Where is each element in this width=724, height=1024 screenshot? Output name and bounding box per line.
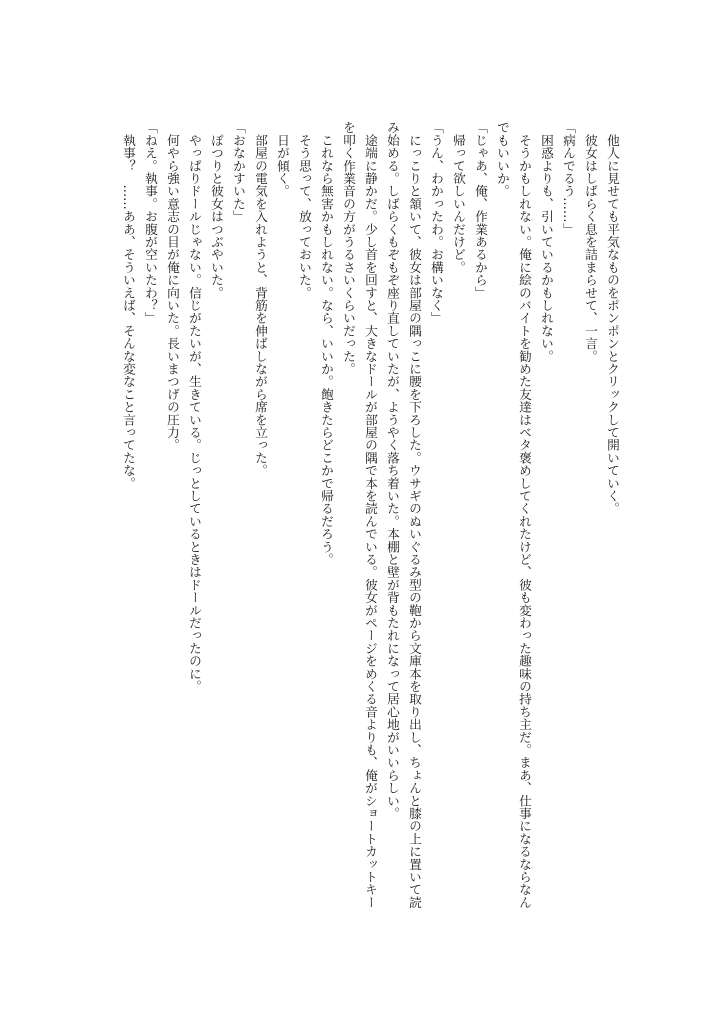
text-line: にっこりと頷いて、彼女は部屋の隅っこに腰を下ろした。ウサギのぬいぐるみ型の鞄から文庫本を取り出し、ちょんと膝の上に置いて読 (407, 121, 422, 909)
dialogue-line: 「おなかすいた」 (231, 121, 246, 223)
text-line: ぽつりと彼女はつぶやいた。 (209, 121, 224, 299)
text-line: 部屋の電気を入れようと、背筋を伸ばしながら席を立った。 (253, 121, 268, 477)
text-line: 他人に見せても平気なものをポンポンとクリックして開いていく。 (605, 121, 620, 515)
dialogue-line: 「じゃあ、俺、作業あるから」 (473, 121, 488, 299)
text-line: 彼女はしばらく息を詰まらせて、一言。 (583, 121, 598, 363)
text-line: 日が傾く。 (275, 121, 290, 198)
dialogue-line: 「病んでるう……」 (561, 121, 576, 236)
text-line: 執事？ ……ああ、そういえば、そんな変なこと言ってたな。 (121, 121, 136, 490)
vertical-text-body (117, 121, 623, 911)
text-line: そう思って、放っておいた。 (297, 121, 312, 299)
text-line: 何やら強い意志の目が俺に向いた。長いまつげの圧力。 (165, 121, 180, 452)
text-line: これなら無害かもしれない。なら、いいか。飽きたらどこかで帰るだろう。 (319, 121, 334, 566)
text-line: を叩く作業音の方がうるさいくらいだった。 (341, 121, 356, 375)
text-line: でもいいか。 (495, 121, 510, 198)
text-line: 途端に静かだ。少し首を回すと、大きなドールが部屋の隅で本を読んでいる。彼女がページをめくる音よりも、俺がショートカットキー (363, 121, 378, 909)
dialogue-line: 「うん、わかったわ。お構いなく」 (429, 121, 444, 325)
dialogue-line: 「ねえ。執事。お腹が空いたわ？」 (143, 121, 158, 325)
text-line: 帰って欲しいんだけど。 (451, 121, 466, 274)
text-line: 困惑よりも、引いているかもしれない。 (539, 121, 554, 363)
text-line: そうかもしれない。俺に絵のバイトを勧めた友達はベタ褒めしてくれたけど、彼も変わった趣味の持ち主だ。まあ、仕事になるならなん (517, 121, 532, 909)
text-line: やっぱりドールじゃない。信じがたいが、生きている。じっとしているときはドールだったのに。 (187, 121, 202, 693)
text-line: み始める。しばらくもぞもぞ座り直していたが、ようやく落ち着いた。本棚と壁が背もたれになって居心地がいいらしい。 (385, 121, 400, 820)
